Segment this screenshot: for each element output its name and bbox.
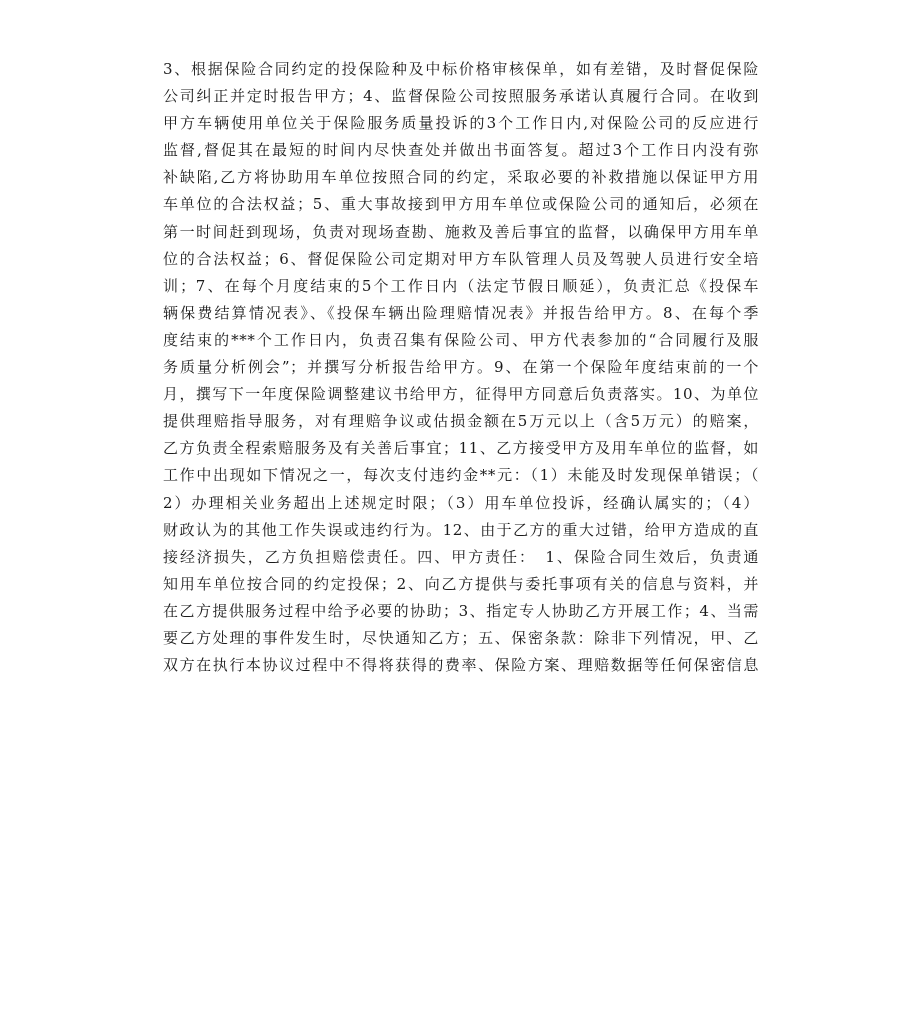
text-line: 双方在执行本协议过程中不得将获得的费率、保险方案、理赔数据等任何保密信息 — [163, 656, 759, 675]
text-line: 月，撰写下一年度保险调整建议书给甲方，征得甲方同意后负责落实。10、为单位 — [163, 385, 759, 404]
text-line: 度结束的***个工作日内，负责召集有保险公司、甲方代表参加的“合同履行及服 — [163, 330, 759, 349]
text-line: 财政认为的其他工作失误或违约行为。12、由于乙方的重大过错，给甲方造成的直 — [163, 520, 759, 539]
text-line: 第一时间赶到现场，负责对现场查勘、施救及善后事宜的监督，以确保甲方用车单 — [163, 222, 759, 241]
text-line: 在乙方提供服务过程中给予必要的协助；3、指定专人协助乙方开展工作；4、当需 — [163, 601, 759, 620]
text-line: 2）办理相关业务超出上述规定时限；（3）用车单位投诉，经确认属实的；（4） — [163, 493, 759, 512]
text-line: 工作中出现如下情况之一，每次支付违约金**元：（1）未能及时发现保单错误；（ — [163, 466, 759, 485]
text-line: 务质量分析例会”；并撰写分析报告给甲方。9、在第一个保险年度结束前的一个 — [163, 358, 759, 377]
text-line: 补缺陷,乙方将协助用车单位按照合同的约定，采取必要的补救措施以保证甲方用 — [163, 168, 759, 187]
text-line: 要乙方处理的事件发生时，尽快通知乙方；五、保密条款：除非下列情况，甲、乙 — [163, 628, 759, 647]
text-line: 公司纠正并定时报告甲方；4、监督保险公司按照服务承诺认真履行合同。在收到 — [163, 87, 759, 106]
text-line: 接经济损失，乙方负担赔偿责任。四、甲方责任： 1、保险合同生效后，负责通 — [163, 547, 759, 566]
body-paragraph — [163, 56, 759, 679]
text-line: 训；7、在每个月度结束的5个工作日内（法定节假日顺延），负责汇总《投保车 — [163, 276, 759, 295]
text-line: 位的合法权益；6、督促保险公司定期对甲方车队管理人员及驾驶人员进行安全培 — [163, 249, 759, 268]
text-line: 监督,督促其在最短的时间内尽快查处并做出书面答复。超过3个工作日内没有弥 — [163, 141, 759, 160]
text-line: 甲方车辆使用单位关于保险服务质量投诉的3个工作日内,对保险公司的反应进行 — [163, 114, 759, 133]
text-line: 车单位的合法权益；5、重大事故接到甲方用车单位或保险公司的通知后，必须在 — [163, 195, 759, 214]
text-line: 乙方负责全程索赔服务及有关善后事宜；11、乙方接受甲方及用车单位的监督，如 — [163, 439, 759, 458]
text-line: 3、根据保险合同约定的投保险种及中标价格审核保单，如有差错，及时督促保险 — [163, 60, 759, 78]
text-line: 提供理赔指导服务，对有理赔争议或估损金额在5万元以上（含5万元）的赔案， — [163, 412, 759, 431]
text-line: 知用车单位按合同的约定投保；2、向乙方提供与委托事项有关的信息与资料，并 — [163, 574, 759, 593]
text-line: 辆保费结算情况表》、《投保车辆出险理赔情况表》并报告给甲方。8、在每个季 — [163, 303, 759, 322]
